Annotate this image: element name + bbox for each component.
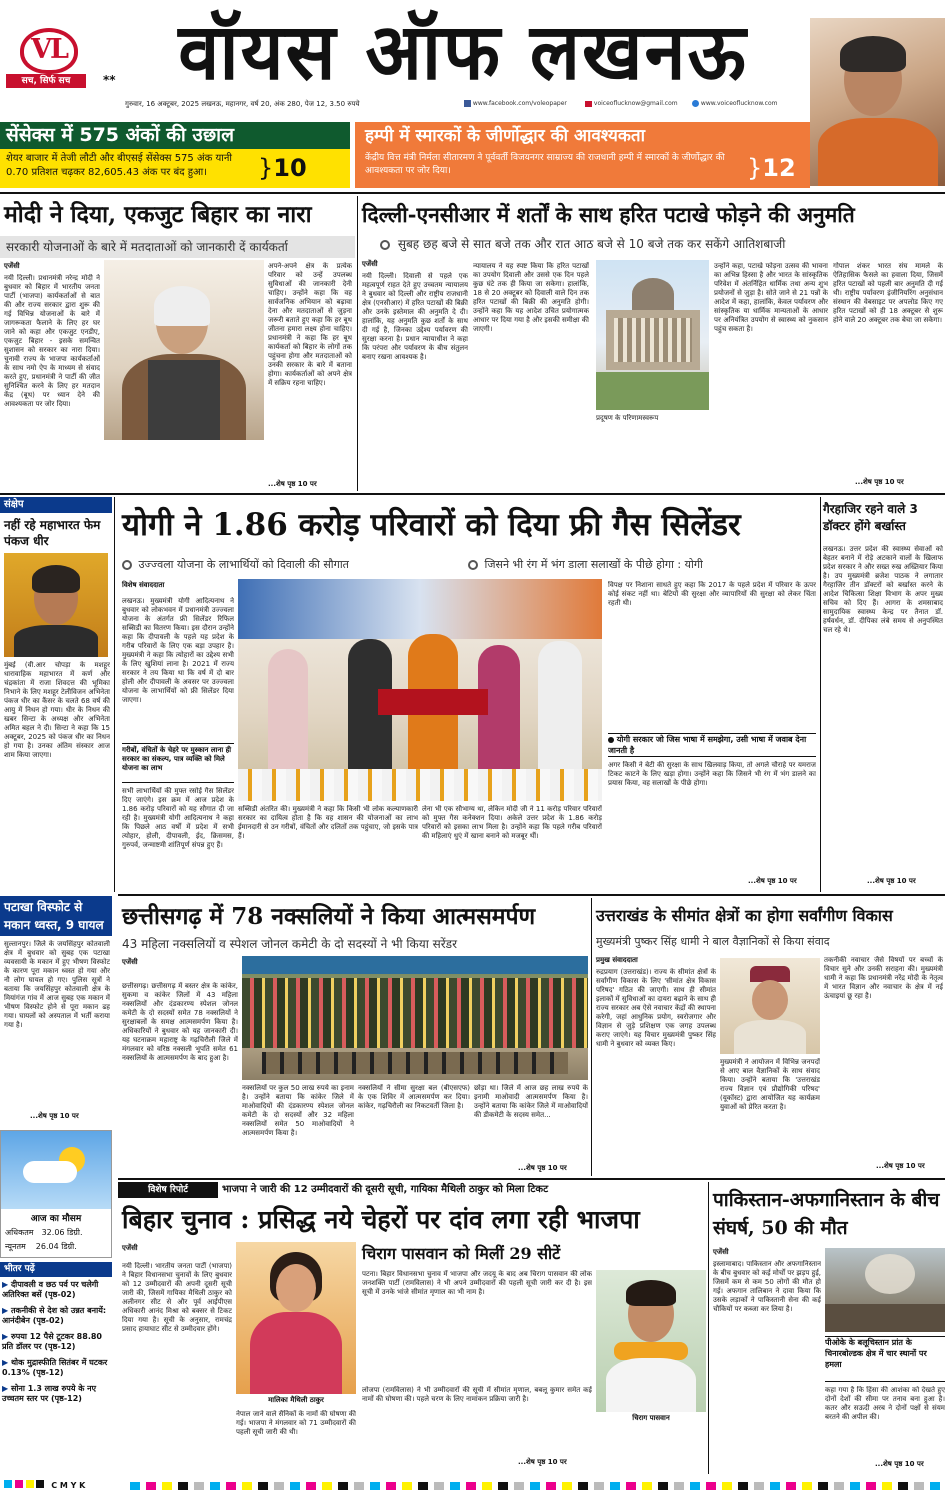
court-dome (632, 278, 674, 310)
weather-title: आज का मौसम (30, 1214, 82, 1224)
globe-icon (692, 100, 699, 107)
inside-box (0, 1262, 112, 1476)
cyan-swatch (4, 1480, 12, 1488)
photo-crowd (242, 978, 588, 1048)
teaser-hampi-title: हम्पी में स्मारकों के जीर्णोद्धार की आवश्यकता (365, 126, 646, 146)
arrow-icon: ▶ (2, 1358, 11, 1367)
story-doctors-body: लखनऊ। उत्तर प्रदेश की स्वास्थ्य सेवाओं को बेहतर बनाने में रोड़े अटकाने वालों के खिलाफ प्रदेश सरकार ने और सख्त रुख अख्तियार किया है। उप मुख्यमंत्री ब्रजेश पाठक ने लगातार गैरहाजिर तीन डॉक्टरों को बर्खास्त करने के आदेश चिकित्सा शिक्षा विभाग के अपर मुख्य सचिव को दिए हैं। आगरा के शमसाबाद सामुदायिक स्वास्थ्य केन्द्र पर तैनात डॉ. हर्षवर्धन, डॉ. दीपिका लंबे समय से अनुपस्थित चल रहे थे। (823, 545, 943, 634)
teaser-sensex-title: सेंसेक्स में 575 अंकों की उछाल (0, 122, 350, 149)
weather-sky (1, 1131, 111, 1209)
story-gas-body-4: लेना भी एक सौभाग्य था, लेकिन मोदी जी ने 11 करोड़ परिवार परिवारों को मुफ्त गैस कनेक्शन दिया। अकेले उत्तर प्रदेश के 1.86 करोड़ परिवारों को इसका लाभ मिला है। उन्होंने कहा कि पहले गरीब परिवारों की महिलाएं धुएं में खाना बनाने को मजबूर थीं। (422, 805, 602, 840)
photo-dress (250, 1312, 342, 1394)
photo-face (276, 1264, 316, 1312)
photo-hair (626, 1280, 676, 1306)
story-modi-body-2: अपने-अपने क्षेत्र के प्रत्येक परिवार को उन्हें उपलब्ध सुविधाओं की जानकारी देनी चाहिए। उन्होंने कहा कि वह सार्वजनिक अभियान को बढ़ावा देना और मतदाताओं से जुड़ना जरूरी बताते हुए कहा कि हर बूथ जीतना हमारा लक्ष्य होना चाहिए। प्रधानमंत्री ने कहा कि हर बूथ कार्यकर्ता को बिहार के लोगों तक पहुंचना होगा और मतदाताओं को उनकी सरकार के बारे में बताना होगा। कार्यकर्ताओं को अपने क्षेत्र में सक्रिय रहना चाहिए। (268, 262, 352, 387)
story-firecrackers-continued[interactable]: ...शेष पृष्ठ 10 पर (855, 478, 904, 486)
story-firecrackers-body-1: नयी दिल्ली। दिवाली से पहले एक महत्वपूर्ण राहत देते हुए उच्चतम न्यायालय ने बुधवार को दिल्ली और राष्ट्रीय राजधानी क्षेत्र (एनसीआर) में हरित पटाखों की बिक्री और उनके इस्तेमाल की अनुमति दे दी। हालांकि, यह अनुमति कुछ शर्तों के साथ दी गई है, जिनका उद्देश्य पर्यावरण की सुरक्षा करना है। प्रधान न्यायाधीश ने कहा कि परंपरा और पर्यावरण के बीच संतुलन बनाए रखना आवश्यक है। (362, 272, 468, 361)
story-uttarakhand-kicker: मुख्यमंत्री पुष्कर सिंह धामी ने बाल वैज्ञानिकों से किया संवाद (596, 935, 830, 948)
photo-banner (242, 956, 588, 974)
court-columns (614, 318, 692, 362)
registration-strip (0, 1478, 945, 1495)
arrow-icon: ▶ (2, 1306, 11, 1315)
story-bihar-agency: एजेंसी (122, 1244, 138, 1252)
story-gas-continued[interactable]: ...शेष पृष्ठ 10 पर (748, 877, 797, 885)
photo-smoke (865, 1254, 915, 1294)
teaser-sensex[interactable] (0, 122, 350, 188)
inside-item[interactable]: ▶ तकनीकी से देश को उन्नत बनायें: आनंदीबेन (पृष्ठ-02) (2, 1306, 107, 1325)
masthead-stars: ** (103, 73, 116, 87)
teaser-hampi-page: }12 (747, 154, 796, 182)
teaser-sensex-page: }10 (258, 154, 307, 182)
story-firecrackers-headline: दिल्ली-एनसीआर में शर्तों के साथ हरित पटाखे फोड़ने की अनुमति (362, 202, 855, 227)
story-pak-headline: पाकिस्तान-अफगानिस्तान के बीच संघर्ष, 50 की मौत (713, 1189, 940, 1239)
sidebar-pankaj-headline: नहीं रहे महाभारत फेम पंकज धीर (4, 518, 101, 548)
story-bihar-body-1: नयी दिल्ली। भारतीय जनता पार्टी (भाजपा) ने बिहार विधानसभा चुनावों के लिए बुधवार को 12 उम्मीदवारों की अपनी दूसरी सूची जारी की, जिसमें गायिका मैथिली ठाकुर को अलीनगर सीट से और पूर्व आईपीएस अधिकारी आनंद मिश्रा को बक्सर से टिकट दिया गया है। सूची के अनुसार, रामचंद्र प्रसाद हायाघाट सीट से उम्मीदवार होंगे। (122, 1262, 232, 1333)
story-naxal-body-3: नक्सलियों ने सीमा सुरक्षा बल (बीएसएफ) के एक शिविर में आत्मसमर्पण कर दिया। कांकेर, गढ़चिरौली का निकटवर्ती जिला है। (358, 1084, 470, 1110)
story-pak-body-2: कहा गया है कि हिंसा की आशंका को देखते हुए दोनों देशों की सीमा पर तनाव बना हुआ है। कतर और सऊदी अरब ने दोनों पक्षों से संयम बरतने की अपील की। (825, 1386, 945, 1421)
weather-box (0, 1130, 112, 1258)
divider (820, 497, 821, 892)
supreme-court-photo (596, 260, 709, 410)
divider (0, 192, 945, 194)
story-uttarakhand-agency: प्रमुख संवाददाता (596, 956, 638, 964)
story-naxal-headline: छत्तीसगढ़ में 78 नक्सलियों ने किया आत्मसमर्पण (122, 903, 536, 930)
story-firecrackers-body-3: उन्होंने कहा, पटाखे फोड़ना उत्सव की भावना का अभिन्न हिस्सा है और भारत के सांस्कृतिक परिवेश में अंतर्निहित धार्मिक तथा अन्य शुभ प्रयोजनों से जुड़ा है। सोते जाने से 21 पन्नों के आदेश में कहा, हालांकि, केवल पर्यावरण और सांस्कृतिक या धार्मिक मान्यताओं के आधार पर अनियंत्रित उपयोग से स्वास्थ्य को नुकसान पहुंच सकता है। (714, 262, 828, 333)
photo-hair (32, 565, 80, 593)
portrait-hair (840, 36, 906, 72)
story-naxal-kicker: 43 महिला नक्सलियों व स्पेशल जोनल कमेटी के दो सदस्यों ने भी किया सरेंडर (122, 937, 457, 951)
story-uttarakhand[interactable] (594, 898, 945, 1176)
story-gas-quote-2: योगी सरकार जो जिस भाषा में समझेगा, उसी भाषा में जवाब देना जानती है (608, 733, 816, 757)
story-gas-body-6: अगर किसी ने बेटी की सुरक्षा के साथ खिलवाड़ किया, तो अगले चौराहे पर यमराज टिकट काटने के लिए खड़ा होगा। उन्होंने कहा कि जिसने भी रंग में भंग डालने का प्रयास किया, वह सलाखों के पीछे होगा। (608, 761, 816, 787)
story-bihar-continued[interactable]: ...शेष पृष्ठ 10 पर (518, 1458, 567, 1466)
story-modi[interactable] (0, 196, 355, 491)
photo-shirt (14, 625, 98, 657)
magenta-swatch (15, 1480, 23, 1488)
photo-hair (154, 286, 210, 326)
story-firecrackers-body-2: न्यायालय ने यह स्पष्ट किया कि हरित पटाखों का उपयोग दिवाली और उससे एक दिन पहले कुछ घंटे तक ही किया जा सकेगा। हालांकि, 18 से 20 अक्टूबर को दिवाली वाले दिन तक हरित पटाखों की बिक्री की अनुमति होगी। उन्होंने कहा कि यह आदेश उचित प्रयोगात्मक आधार पर दिया गया है और इसकी समीक्षा की जाएगी। (473, 262, 589, 333)
modi-photo (104, 260, 264, 440)
story-pak-body-1: इस्लामाबाद। पाकिस्तान और अफगानिस्तान के बीच बुधवार को कई मोर्चों पर झड़प हुई, जिसमें कम से कम 50 लोगों की मौत हो गई। अफगान तालिबान ने दावा किया कि उसके लड़ाकों ने पाकिस्तानी सेना की कई चौकियों पर कब्जा कर लिया है। (713, 1260, 821, 1313)
story-firecrackers-caption: प्रदूषण के परिणामस्वरूप (596, 414, 659, 422)
bullet-icon (122, 560, 132, 570)
bullet-icon (380, 240, 390, 250)
story-naxal-agency: एजेंसी (122, 958, 138, 966)
arrow-icon: ▶ (2, 1332, 11, 1341)
dhami-photo (720, 958, 820, 1054)
masthead (0, 0, 945, 110)
weather-max: अधिकतम 32.06 डिग्री. (5, 1228, 83, 1237)
story-gas-body-2: सभी लाभार्थियों की मुफ्त रसोई गैस सिलेंडर दिए जाएंगे। इस क्रम में आज प्रदेश के 1.86 करोड़ परिवारों को यह सौगात दी जा रही है। मुख्यमंत्री योगी आदित्यनाथ ने कहा कि पिछले आठ वर्षों में प्रदेश में सभी त्योहार, होली, दीपावली, ईद, क्रिसमस, गुरुपर्व, जन्माष्टमी शांतिपूर्ण संपन्न हुए हैं। (122, 787, 234, 849)
story-gas-body-3: सब्सिडी अंतरित की। मुख्यमंत्री ने कहा कि किसी भी लोक कल्याणकारी सरकार का दायित्व होता है कि वह शासन की योजनाओं का लाभ ईमानदारी से उन गरीबों, वंचितों और दलितों तक पहुंचाए, जो इसके पात्र हैं। (238, 805, 418, 840)
sidebar-blast-body: सुल्तानपुर। जिले के जयसिंहपुर कोतवाली क्षेत्र में बुधवार को सुबह एक पटाखा व्यवसायी के मकान में हुए भीषण विस्फोट के कारण पूरा मकान ध्वस्त हो गया और नौ लोग घायल हो गए। पुलिस सूत्रों ने बताया कि जयसिंहपुर कोतवाली क्षेत्र के मियांगंज गांव में आज सुबह एक मकान में भीषण विस्फोट होने से पूरा मकान ढह गया। घायलों को अस्पताल में भर्ती कराया गया है। (4, 940, 110, 1029)
divider (357, 196, 358, 491)
pankaj-photo (4, 553, 108, 657)
color-bars (130, 1482, 940, 1490)
inside-item[interactable]: ▶ रुपया 12 पैसे टूटकर 88.80 प्रति डॉलर पर (पृष्ठ-12) (2, 1332, 102, 1351)
story-doctors-headline: गैरहाजिर रहने वाले 3 डॉक्टर होंगे बर्खास्त (823, 502, 918, 533)
story-gas-body-5: विपक्ष पर निशाना साधते हुए कहा कि 2017 के पहले प्रदेश में परिवार के ऊपर कोई संकट नहीं था। बेटियों की सुरक्षा और व्यापारियों की सुरक्षा को लेकर चिंता रहती थी। (608, 581, 816, 607)
photo-vest (148, 360, 220, 440)
newspaper-title: वॉयस ऑफ लखनऊ (178, 6, 748, 98)
cmyk-label: C M Y K (4, 1480, 85, 1492)
story-pak-quote: पीओके के बलूचिस्तान प्रांत के चिनारबोल्डक क्षेत्र में चार स्थानों पर हमला (825, 1336, 945, 1382)
weather-min: न्यूनतम 26.04 डिग्री. (5, 1242, 77, 1251)
photo-weapons (262, 1052, 568, 1074)
inside-item[interactable]: ▶ सोना 1.3 लाख रुपये के नए उच्चतम स्तर पर (पृष्ठ-12) (2, 1384, 97, 1403)
photo-wall (825, 1304, 945, 1332)
sidebar-blast[interactable] (0, 896, 112, 1126)
story-gas-body-1: लखनऊ। मुख्यमंत्री योगी आदित्यनाथ ने बुधवार को लोकभवन में प्रधानमंत्री उज्ज्वला योजना के अंतर्गत फ्री सिलेंडर रिफिल सब्सिडी का वितरण किया। इस दौरान उन्होंने कहा कि दीपावली के पहले यह प्रदेश के गरीब परिवारों के लिए एक बड़ा उपहार है। मुख्यमंत्री ने कहा कि त्योहारों का उद्देश्य सभी के लिए खुशियां लाना है। 2021 में राज्य सरकार ने तय किया था कि वर्ष में दो बार होली और दीपावली के अवसर पर उज्ज्वला योजना के लाभार्थियों को फ्री सिलेंडर दिया जाएगा। (122, 597, 234, 704)
story-gas-kicker-2: जिसने भी रंग में भंग डाला सलाखों के पीछे होगा : योगी (468, 557, 818, 572)
story-naxal-body-2: नक्सलियों पर कुल 50 लाख रुपये का इनाम है। उन्होंने बताया कि कांकेर जिले में माओवादियों की दंडकारण्य स्पेशल जोनल कमेटी के दो सदस्यों और 32 महिला नक्सलियों समेत 50 माओवादियों ने आत्मसमर्पण किया है। (242, 1084, 354, 1137)
yellow-swatch (26, 1480, 34, 1488)
story-gas[interactable] (118, 497, 818, 892)
story-modi-continued[interactable]: ...शेष पृष्ठ 10 पर (268, 480, 317, 488)
email-link[interactable]: voiceoflucknow@gmail.com (585, 100, 685, 107)
story-bihar-body-2: नेपाल जाने वाले सैनिकों के नामों की घोषणा की गई। भाजपा ने मंगलवार को 71 उम्मीदवारों की पहली सूची जारी की थी। (236, 1410, 356, 1436)
website-link[interactable]: www.voiceoflucknow.com (692, 100, 802, 107)
story-naxal[interactable] (118, 898, 588, 1176)
bullet-icon (608, 737, 614, 743)
facebook-icon (464, 100, 471, 107)
inside-title: भीतर पढ़ें (0, 1262, 112, 1277)
story-bihar-label: विशेष रिपोर्ट (118, 1182, 218, 1198)
story-gas-agency: विशेष संवाददाता (122, 581, 165, 589)
story-naxal-continued[interactable]: ...शेष पृष्ठ 10 पर (518, 1164, 567, 1172)
black-swatch (36, 1480, 44, 1488)
story-bihar-strap: भाजपा ने जारी की 12 उम्मीदवारों की दूसरी सूची, गायिका मैथिली ठाकुर को मिला टिकट (222, 1184, 549, 1195)
story-bihar-body-3: पटना। बिहार विधानसभा चुनाव में भाजपा और जदयू के बाद अब चिराग पासवान की लोक जनशक्ति पार्टी (रामविलास) ने भी अपने उम्मीदवारों की पहली सूची जारी कर दी है। इस सूची में उनके भांजे सीमांत मृणाल का भी नाम है। (362, 1270, 592, 1296)
story-firecrackers[interactable] (360, 196, 945, 491)
story-uttarakhand-body-1: रुद्रप्रयाग (उत्तराखंड)। राज्य के सीमांत क्षेत्रों के सर्वांगीण विकास के लिए 'सीमांत क्षेत्र विकास परिषद' गठित की जाएगी। साथ ही सीमांत इलाकों में सुविधाओं का दायरा बढ़ाने के साथ ही राज्य सरकार अब ऐसे नवाचार केंद्रों की स्थापना करेगी, जहां आधुनिक प्रयोग, स्वरोजगार और विज्ञान से जुड़े प्रशिक्षण एक जगह उपलब्ध कराए जाएंगे। यह विचार मुख्यमंत्री पुष्कर सिंह धामी ने बुधवार को व्यक्त किए। (596, 968, 716, 1048)
sidebar-pankaj[interactable] (0, 497, 112, 892)
story-gas-headline: योगी ने 1.86 करोड़ परिवारों को दिया फ्री गैस सिलेंडर (122, 507, 741, 543)
story-uttarakhand-continued[interactable]: ...शेष पृष्ठ 10 पर (876, 1162, 925, 1170)
divider (118, 1178, 945, 1180)
teaser-hampi[interactable] (355, 122, 810, 188)
dateline: गुरुवार, 16 अक्टूबर, 2025 लखनऊ, महानगर, वर्ष 20, अंक 280, पेज 12, 3.50 रुपये (125, 100, 360, 108)
story-pak-agency: एजेंसी (713, 1248, 729, 1256)
story-modi-agency: एजेंसी (4, 262, 20, 270)
divider (591, 898, 592, 1176)
court-lawn (596, 372, 709, 410)
photo-flowers (238, 769, 602, 801)
story-firecrackers-kicker: सुबह छह बजे से सात बजे तक और रात आठ बजे से 10 बजे तक कर सकेंगे आतिशबाजी (380, 234, 940, 254)
story-pak[interactable] (711, 1182, 945, 1474)
teaser-hampi-text: केंद्रीय वित्त मंत्री निर्मला सीतारमण ने पूर्ववर्ती विजयनगर साम्राज्य की राजधानी हम्पी में स्मारकों के जीर्णोद्धार की आवश्यकता पर जोर दिया। (365, 153, 725, 176)
arrow-icon: ▶ (2, 1280, 11, 1289)
bullet-icon (468, 560, 478, 570)
divider (708, 1182, 709, 1474)
arrow-icon: ▶ (2, 1384, 11, 1393)
logo-letters: VL (31, 34, 67, 65)
story-gas-kicker-1: उज्ज्वला योजना के लाभार्थियों को दिवाली की सौगात (122, 557, 462, 572)
minister-photo (810, 18, 945, 186)
facebook-link[interactable]: www.facebook.com/voleopaper (464, 100, 579, 107)
photo-person (538, 641, 582, 769)
photo-kurta (606, 1358, 696, 1412)
story-modi-kicker: सरकारी योजनाओं के बारे में मतदाताओं को जानकारी दें कार्यकर्ता (0, 236, 355, 258)
story-uttarakhand-body-3: तकनीकी नवाचार जैसे विषयों पर बच्चों के विचार सुने और उनकी सराहना की। मुख्यमंत्री धामी ने कहा कि प्रधानमंत्री नरेंद्र मोदी के नेतृत्व में भारत विज्ञान और नवाचार के क्षेत्र में नई ऊंचाइयां छू रहा है। (824, 956, 943, 1000)
cloud-icon (23, 1161, 77, 1183)
portrait-saree (818, 118, 938, 186)
chirag-photo (596, 1270, 706, 1412)
story-bihar-body-4: लोजपा (रामविलास) ने भी उम्मीदवारों की सूची में सीमांत मृणाल, बबलू कुमार समेत कई नामों की घोषणा की। पहले चरण के लिए नामांकन प्रक्रिया जारी है। (362, 1386, 592, 1403)
photo-cheque (378, 689, 488, 715)
story-uttarakhand-body-2: मुख्यमंत्री ने आयोजन में विभिन्न जनपदों से आए बाल वैज्ञानिकों के साथ संवाद किया। उन्होंने बताया कि 'उत्तराखंड राज्य विज्ञान एवं प्रौद्योगिकी परिषद' (यूकॉस्ट) द्वारा आयोजित यह कार्यक्रम युवाओं को प्रेरित करता है। (720, 1058, 820, 1111)
divider (118, 894, 945, 896)
story-firecrackers-body-4: गोपाल शंकर भारत संघ मामले के ऐतिहासिक फैसले का हवाला दिया, जिसमें हरित पटाखों को पहली बार अनुमति दी गई थी। राष्ट्रीय पर्यावरण इंजीनियरिंग अनुसंधान संस्थान की वेबसाइट पर अपलोड किए गए हरित पटाखों को ही 18 अक्टूबर से शुरू होने वाले 20 अक्टूबर तक बेचा जा सकेगा। (833, 262, 943, 324)
story-bihar-caption: मालिका मैथिली ठाकुर (268, 1396, 324, 1404)
sidebar-blast-headline: पटाखा विस्फोट से मकान ध्वस्त, 9 घायल (0, 896, 112, 936)
inside-list (2, 1280, 112, 1404)
story-pak-continued[interactable]: ...शेष पृष्ठ 10 पर (875, 1460, 924, 1468)
story-modi-headline: मोदी ने दिया, एकजुट बिहार का नारा (4, 201, 312, 228)
photo-person (268, 649, 308, 769)
sidebar-blast-continued[interactable]: ...शेष पृष्ठ 10 पर (30, 1112, 79, 1120)
photo-coat (734, 1020, 806, 1054)
story-firecrackers-agency: एजेंसी (362, 260, 378, 268)
border-photo (825, 1248, 945, 1332)
photo-backdrop (238, 579, 602, 639)
story-gas-quote-1: गरीबों, वंचितों के चेहरे पर मुस्कान लाना ही सरकार का संकल्प, पात्र व्यक्ति को मिले योजना का लाभ (122, 743, 234, 783)
inside-item[interactable]: ▶ दीपावली व छठ पर्व पर चलेगी अतिरिक्त बसें (पृष्ठ-02) (2, 1280, 99, 1299)
story-modi-body-1: नयी दिल्ली। प्रधानमंत्री नरेन्द्र मोदी ने बुधवार को बिहार में भारतीय जनता पार्टी (भाजपा) कार्यकर्ताओं से बात की और राज्य सरकार द्वारा शुरू की गई विभिन्न योजनाओं के बारे में जागरूकता फैलाने के लिए हर घर जाने को कहा और एकजुट एनडीए, एकजुट बिहार - इसके समन्वित सुशासन को सरकार का नारा दिया। चुनावी राज्य के भाजपा कार्यकर्ताओं के साथ नमो ऐप के माध्यम से संवाद करते हुए, प्रधानमंत्री ने पार्टी की जीत सुनिश्चित करने के लिए हर मतदान केंद्र (बूथ) पर ध्यान देने की आवश्यकता पर जोर दिया। (4, 274, 100, 408)
surrender-photo (242, 956, 588, 1080)
sidebar-label: संक्षेप (0, 497, 112, 513)
story-naxal-body-4: छोड़ा था। जिले में आज छह लाख रुपये के इनामी माओवादी आत्मसमर्पण किया है। उन्होंने बताया कि कांकेर जिले में माओवादियों की डीकमेटी के सदस्य समेत... (474, 1084, 588, 1119)
divider (0, 493, 945, 495)
story-naxal-body-1: छत्तीसगढ़। छत्तीसगढ़ में बस्तर क्षेत्र के कांकेर, सुकमा व कांकेर जिलों में 43 महिला नक्सलियों और दंडकारण्य स्पेशल जोनल कमेटी के दो सदस्यों समेत 78 नक्सलियों ने सुरक्षाबलों के समक्ष आत्मसमर्पण किया है। अधिकारियों ने बुधवार को यह जानकारी दी। यह घटनाक्रम महाराष्ट्र के गढ़चिरौली जिले में मंगलवार को वरिष्ठ नक्सली भूपति समेत 61 नक्सलियों के आत्मसमर्पण के बाद हुआ है। (122, 982, 238, 1062)
story-bihar-caption-2: चिराग पासवान (632, 1414, 670, 1422)
sidebar-pankaj-body: मुंबई (वी.आर चोपड़ा के मशहूर धारावाहिक महाभारत में कर्ण और चंद्रकांता में राजा शिवदत्त की भूमिका निभाने के लिए मशहूर टेलीविजन अभिनेता पंकज धीर का कैंसर के चलते 68 वर्ष की आयु में निधन हो गया। धीर के निधन की खबर सिन्टा के अध्यक्ष और अभिनेता अमित बहल ने दी। सिन्टा ने कहा कि 15 अक्टूबर, 2025 को पंकज धीर का निधन हो गया है। उनका अंतिम संस्कार आज शाम किया जाएगा। (4, 661, 110, 759)
newspaper-logo (6, 26, 96, 90)
inside-item[interactable]: ▶ थोक मुद्रास्फीति सितंबर में घटकर 0.13% (पृष्ठ-12) (2, 1358, 108, 1377)
maithili-photo (236, 1242, 356, 1394)
mail-icon (585, 101, 592, 107)
story-uttarakhand-headline: उत्तराखंड के सीमांत क्षेत्रों का होगा सर्वांगीण विकास (596, 906, 893, 925)
story-doctors[interactable] (823, 497, 945, 892)
story-bihar-headline: बिहार चुनाव : प्रसिद्ध नये चेहरों पर दांव लगा रही भाजपा (122, 1205, 640, 1234)
divider (114, 497, 115, 892)
teaser-sensex-text: शेयर बाजार में तेजी लौटी और बीएसई सेंसेक्स 575 अंक यानी 0.70 प्रतिशत चढ़कर 82,605.43 अंक पर बंद हुआ। (6, 153, 232, 178)
logo-tagline: सच, सिर्फ सच (6, 74, 86, 88)
story-doctors-continued[interactable]: ...शेष पृष्ठ 10 पर (867, 877, 916, 885)
story-bihar[interactable] (118, 1182, 706, 1474)
cm-event-photo (238, 579, 602, 801)
story-bihar-subheadline: चिराग पासवान को मिलीं 29 सीटें (362, 1244, 561, 1263)
photo-face (752, 980, 788, 1020)
